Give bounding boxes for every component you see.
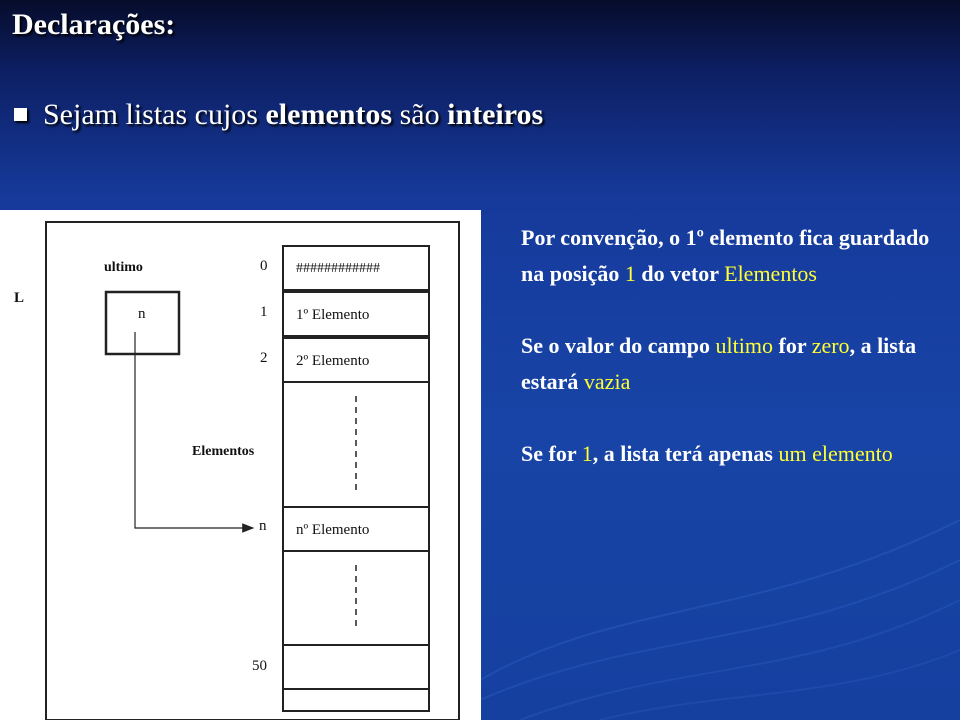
desc2-highlight-zero: zero	[811, 333, 850, 358]
ultimo-label: ultimo	[104, 260, 143, 275]
cell-text-n: nº Elemento	[296, 522, 370, 538]
desc2-highlight-vazia: vazia	[583, 369, 631, 394]
cell-index-0: 0	[260, 258, 268, 274]
desc1-text-c: do vetor	[641, 261, 719, 286]
bullet-text-3: são	[399, 98, 440, 131]
desc3-highlight-1: 1	[581, 441, 593, 466]
cell-text-2: 2º Elemento	[296, 353, 370, 369]
diagram-svg	[0, 210, 481, 720]
elementos-label: Elementos	[192, 444, 255, 459]
description-paragraph-2	[521, 328, 951, 400]
bullet-text-inteiros: inteiros	[447, 98, 544, 131]
bullet-text-1: Sejam listas cujos	[43, 98, 258, 131]
cell-index-n: n	[259, 518, 267, 534]
cell-text-0: ############	[296, 261, 380, 276]
cell-text-1: 1º Elemento	[296, 307, 370, 323]
desc2-text-e: , a lista estará	[521, 333, 917, 394]
desc2-text-c: for	[778, 333, 807, 358]
description-paragraph-1	[521, 220, 951, 292]
ultimo-value: n	[138, 306, 146, 322]
desc2-text-a: Se o valor do campo	[521, 333, 711, 358]
ultimo-arrow	[135, 332, 253, 528]
bullet-text-elementos: elementos	[265, 98, 393, 131]
desc1-text-a: Por convenção, o 1º elemento fica guardado na posição	[521, 225, 930, 286]
cell-50	[283, 645, 429, 689]
desc2-highlight-ultimo: ultimo	[715, 333, 773, 358]
desc1-highlight-elementos: Elementos	[724, 261, 817, 286]
slide-title: Declarações:	[12, 8, 176, 41]
description-paragraph-3	[521, 436, 951, 472]
desc1-highlight-1: 1	[624, 261, 636, 286]
description-panel	[521, 220, 951, 508]
desc3-highlight-um-elemento: um elemento	[778, 441, 893, 466]
square-bullet-icon	[14, 108, 27, 121]
record-label: L	[14, 290, 25, 306]
desc3-text-a: Se for	[521, 441, 577, 466]
bullet-item	[14, 98, 543, 132]
cell-index-50: 50	[252, 658, 267, 674]
desc3-text-c: , a lista terá apenas	[592, 441, 773, 466]
cell-index-1: 1	[260, 304, 268, 320]
list-structure-diagram	[0, 210, 481, 720]
ultimo-box	[106, 292, 179, 354]
cell-index-2: 2	[260, 350, 268, 366]
